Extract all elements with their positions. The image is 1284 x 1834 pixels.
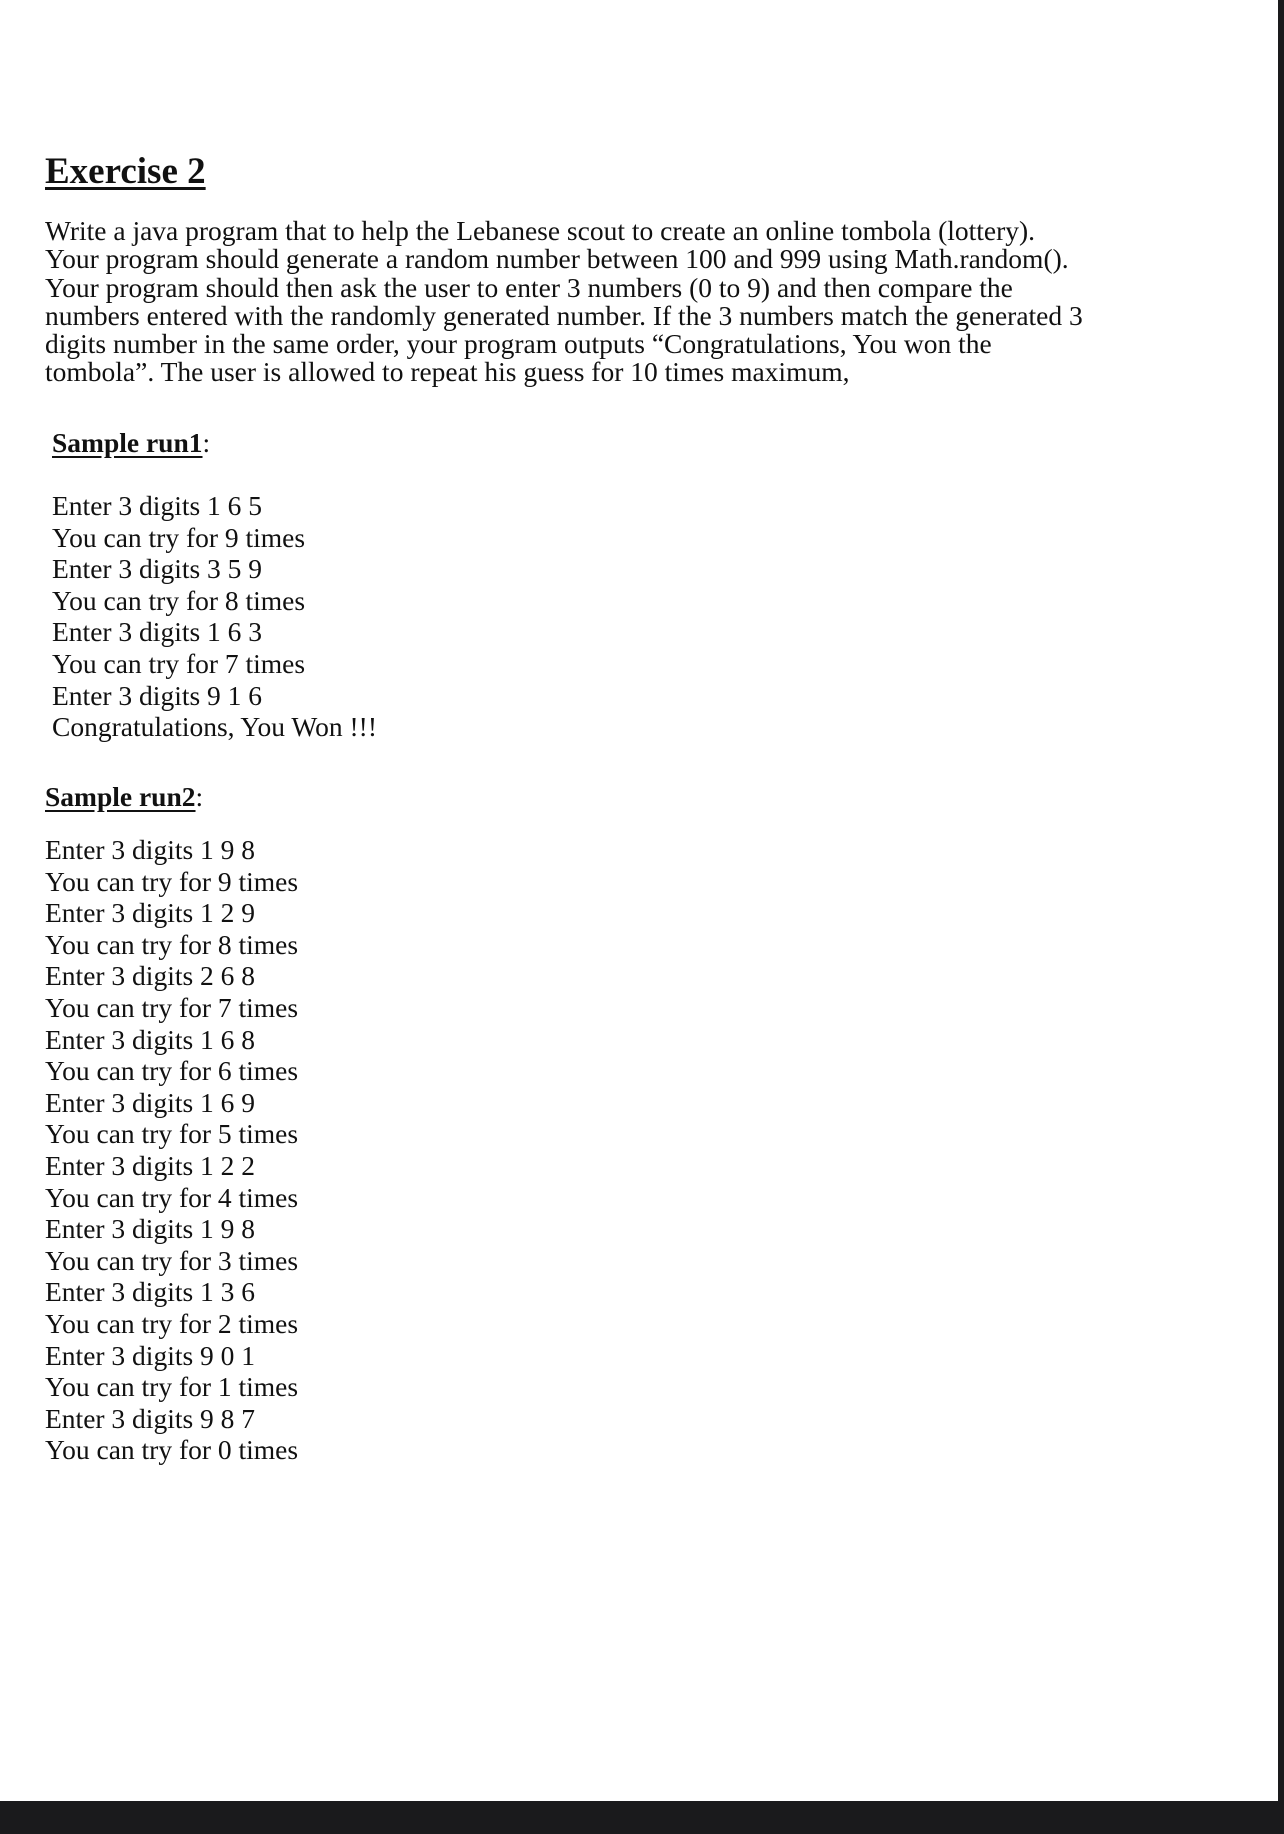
sample-run2-colon: : — [195, 781, 204, 812]
output-line: Enter 3 digits 9 1 6 — [52, 679, 263, 711]
output-line: You can try for 5 times — [45, 1118, 299, 1150]
problem-statement — [45, 217, 1165, 387]
sample-run1-output — [52, 490, 377, 743]
sample-run2-label: Sample run2 — [45, 781, 196, 812]
output-line: Enter 3 digits 3 5 9 — [52, 553, 263, 585]
output-line: You can try for 8 times — [52, 584, 306, 616]
output-line: You can try for 9 times — [52, 521, 306, 553]
problem-line: Your program should then ask the user to enter 3 numbers (0 to 9) and then compare the — [45, 271, 1013, 303]
sample-run2-heading — [45, 783, 203, 811]
output-line: Congratulations, You Won !!! — [52, 711, 377, 743]
viewer-right-edge — [1278, 0, 1284, 1834]
output-line: Enter 3 digits 9 0 1 — [45, 1339, 256, 1371]
output-line: Enter 3 digits 1 2 9 — [45, 897, 256, 929]
output-line: Enter 3 digits 1 6 8 — [45, 1023, 256, 1055]
sample-run1-heading — [52, 429, 210, 457]
exercise-title: Exercise 2 — [45, 151, 206, 192]
output-line: You can try for 7 times — [45, 991, 299, 1023]
output-line: You can try for 9 times — [45, 865, 299, 897]
output-line: You can try for 8 times — [45, 928, 299, 960]
problem-line: digits number in the same order, your program outputs “Congratulations, You won the — [45, 328, 992, 360]
output-line: You can try for 7 times — [52, 647, 306, 679]
output-line: Enter 3 digits 1 6 3 — [52, 616, 263, 648]
output-line: Enter 3 digits 9 8 7 — [45, 1402, 256, 1434]
sample-run2-output — [45, 834, 298, 1466]
output-line: Enter 3 digits 1 9 8 — [45, 1213, 256, 1245]
output-line: Enter 3 digits 1 6 9 — [45, 1086, 256, 1118]
output-line: Enter 3 digits 1 6 5 — [52, 490, 263, 521]
sample-run1-label: Sample run1 — [52, 427, 203, 458]
viewer-bottom-edge — [0, 1801, 1284, 1834]
output-line: Enter 3 digits 2 6 8 — [45, 960, 256, 992]
problem-line: Your program should generate a random number between 100 and 999 using Math.random(). — [45, 243, 1069, 275]
output-line: Enter 3 digits 1 2 2 — [45, 1149, 256, 1181]
problem-line: numbers entered with the randomly generated number. If the 3 numbers match the generated 3 — [45, 299, 1083, 331]
sample-run1-colon: : — [202, 427, 211, 458]
output-line: You can try for 4 times — [45, 1181, 299, 1213]
output-line: You can try for 3 times — [45, 1244, 299, 1276]
problem-line: Write a java program that to help the Lebanese scout to create an online tombola (lottery). — [45, 215, 1036, 246]
output-line: You can try for 0 times — [45, 1434, 299, 1466]
problem-line: tombola”. The user is allowed to repeat his guess for 10 times maximum, — [45, 356, 850, 388]
output-line: You can try for 6 times — [45, 1055, 299, 1087]
output-line: You can try for 1 times — [45, 1371, 299, 1403]
output-line: You can try for 2 times — [45, 1307, 299, 1339]
output-line: Enter 3 digits 1 3 6 — [45, 1276, 256, 1308]
output-line: Enter 3 digits 1 9 8 — [45, 834, 256, 865]
